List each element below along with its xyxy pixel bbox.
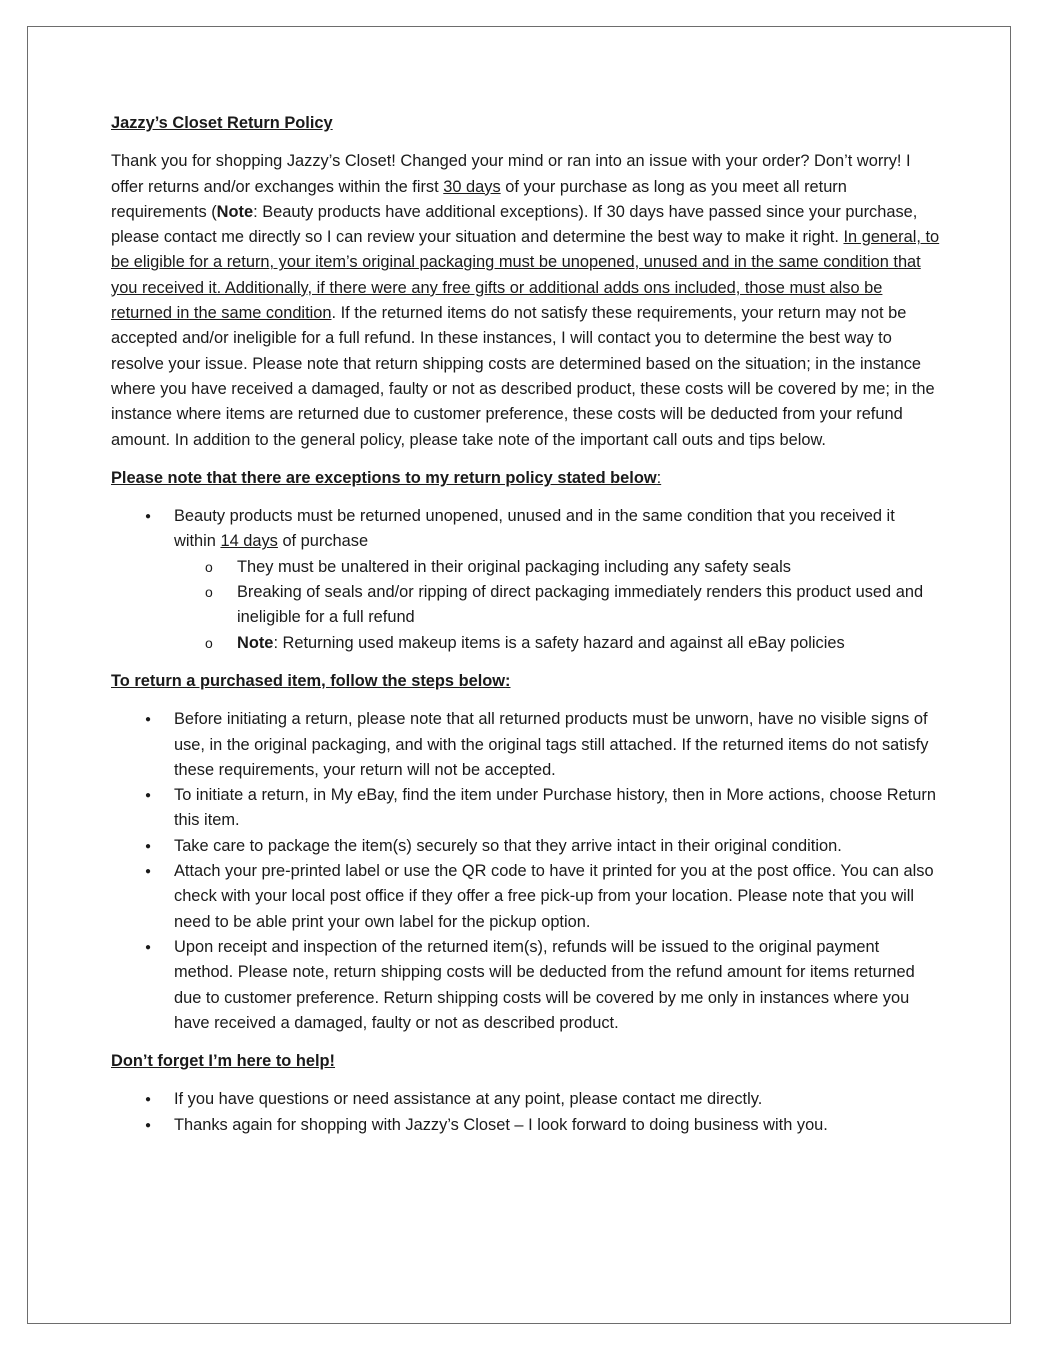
help-heading: Don’t forget I’m here to help!	[111, 1052, 336, 1071]
exceptions-list	[111, 504, 941, 656]
sub-list-item: o They must be unaltered in their original packaging including any safety seals	[174, 555, 941, 580]
list-item: ● Attach your pre-printed label or use the QR code to have it printed for you at the post office. You can also check with your local post office if they offer a free pick-up from your location. Please note that you will need to be able print your own label for the pickup option.	[111, 859, 941, 935]
list-item: ● Before initiating a return, please note that all returned products must be unworn, have no visible signs of use, in the original packaging, and with the original tags still attached. If the returned items do not satisfy these requirements, your return will not be accepted.	[111, 707, 941, 783]
list-item-beauty-products	[111, 504, 941, 656]
exceptions-heading-colon: :	[656, 468, 662, 487]
beauty-text-1: Beauty products must be returned unopened, unused and in the same condition that you received it within	[174, 507, 895, 551]
beauty-text-2: of purchase	[277, 532, 369, 551]
sub-note-text: : Returning used makeup items is a safety hazard and against all eBay policies	[273, 633, 845, 652]
intro-paragraph	[111, 149, 941, 453]
list-item: ● Take care to package the item(s) securely so that they arrive intact in their original condition.	[111, 834, 941, 859]
intro-30-days: 30 days	[443, 177, 501, 196]
list-item: ● Thanks again for shopping with Jazzy’s Closet – I look forward to doing business with you.	[111, 1113, 941, 1138]
list-item: ● To initiate a return, in My eBay, find the item under Purchase history, then in More actions, choose Return this item.	[111, 783, 941, 834]
intro-text-3: : Beauty products have additional exceptions). If 30 days have passed since your purchase, please contact me directly so I can review your situation and determine the best way to make it right.	[111, 202, 918, 247]
exceptions-heading-text: Please note that there are exceptions to my return policy stated below	[111, 468, 657, 487]
intro-text-1: Thank you for shopping Jazzy’s Closet! Changed your mind or ran into an issue with your order? Don’t worry! I offer returns and/or exchanges within the first	[111, 152, 911, 196]
steps-heading-text: To return a purchased item, follow the steps below	[111, 671, 506, 690]
sub-list-item-note	[174, 631, 941, 656]
page-title: Jazzy’s Closet Return Policy	[111, 114, 333, 132]
intro-eligibility-underlined: In general, to be eligible for a return, your item’s original packaging must be unopened, unused and in the same condition that you received it. Additionally, if there were any free gifts or additional adds ons included, those must also be returned in the same condition	[111, 228, 940, 323]
document-content	[111, 111, 941, 1151]
steps-heading	[111, 669, 941, 694]
list-item: ● If you have questions or need assistance at any point, please contact me directly.	[111, 1087, 941, 1112]
beauty-sub-list	[174, 555, 941, 656]
intro-text-4: . If the returned items do not satisfy these requirements, your return may not be accepted and/or ineligible for a full refund. In these instances, I will contact you to determine the best way to resolve your issue. Please note that return shipping costs are determined based on the situation; in the instance where you have received a damaged, faulty or not as described product, these costs will be covered by me; in the instance where items are returned due to customer preference, these costs will be deducted from your refund amount. In addition to the general policy, please take note of the important call outs and tips below.	[111, 304, 935, 449]
list-item: ● Upon receipt and inspection of the returned item(s), refunds will be issued to the original payment method. Please note, return shipping costs will be deducted from the refund amount for items returned due to customer preference. Return shipping costs will be covered by me only in instances where you have received a damaged, faulty or not as described product.	[111, 935, 941, 1036]
intro-note-label: Note	[216, 202, 254, 221]
help-list	[111, 1087, 941, 1138]
steps-list	[111, 707, 941, 1036]
beauty-14-days: 14 days	[220, 532, 278, 551]
steps-heading-colon: :	[505, 671, 511, 690]
document-page	[27, 26, 1011, 1324]
intro-text-2: of your purchase as long as you meet all return requirements (	[111, 177, 847, 221]
exceptions-heading	[111, 466, 941, 491]
sub-note-label: Note	[237, 633, 274, 652]
sub-list-item: o Breaking of seals and/or ripping of direct packaging immediately renders this product used and ineligible for a full refund	[174, 580, 941, 631]
